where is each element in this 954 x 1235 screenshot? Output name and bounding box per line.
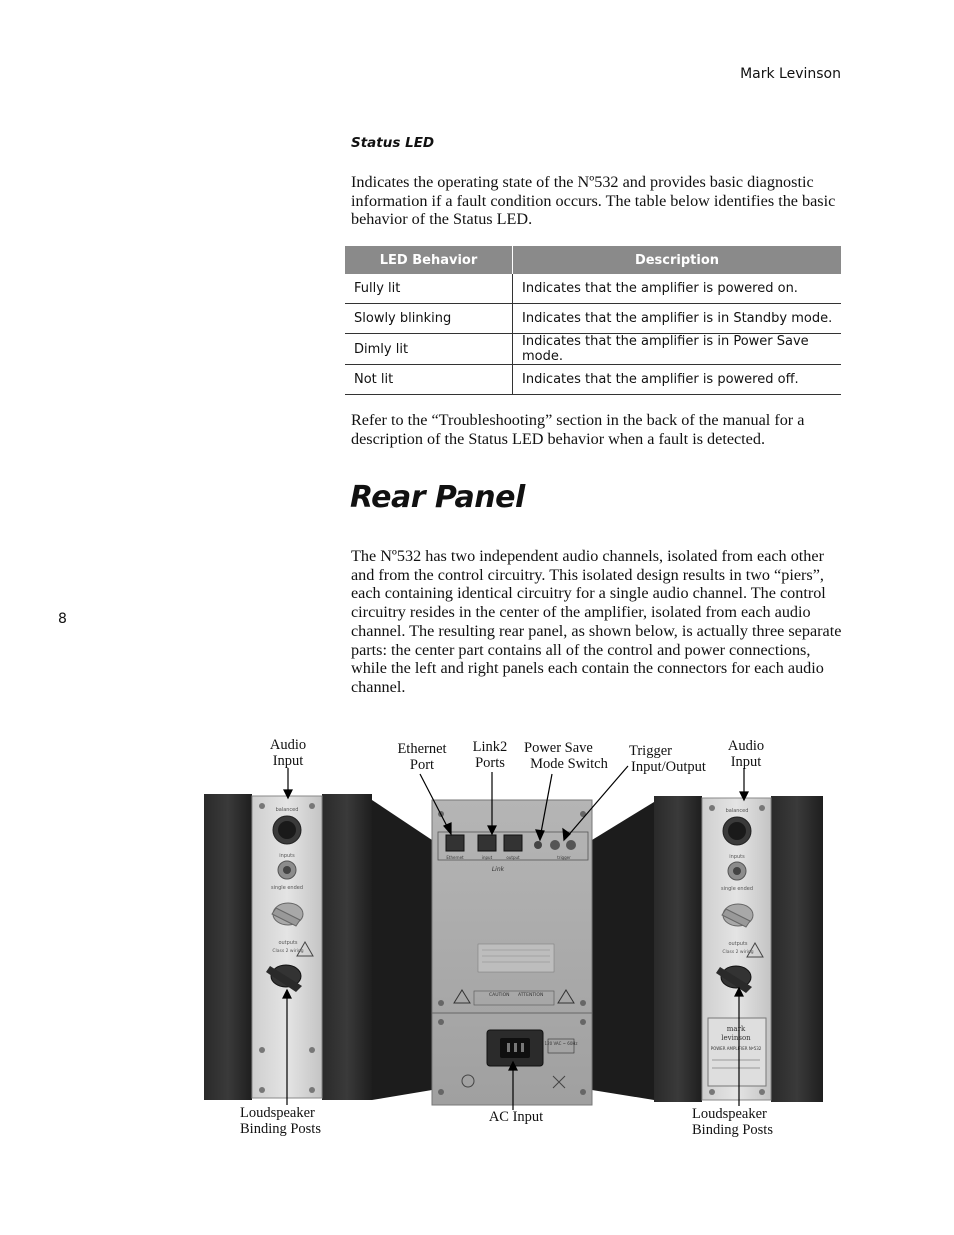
svg-text:outputs: outputs: [278, 940, 298, 946]
page-number: 8: [58, 611, 67, 627]
center-control-plate: [432, 800, 592, 1105]
label-trigger: Trigger Input/Output: [629, 743, 706, 775]
led-behavior-cell: Slowly blinking: [345, 304, 513, 334]
svg-text:single ended: single ended: [270, 885, 304, 891]
label-ethernet-port: Ethernet Port: [397, 741, 447, 773]
status-led-intro: Indicates the operating state of the Nº532 and provides basic diagnostic information if a fault condition occurs. The table below identifies the basic behavior of the Status LED.: [351, 173, 836, 229]
svg-text:Ethernet: Ethernet: [446, 855, 464, 860]
svg-text:trigger: trigger: [557, 855, 571, 860]
svg-text:Class 2 wiring: Class 2 wiring: [722, 950, 754, 955]
link2-output-port: [504, 835, 522, 851]
svg-text:balanced: balanced: [275, 807, 299, 813]
svg-text:POWER AMPLIFIER Nº532: POWER AMPLIFIER Nº532: [710, 1046, 762, 1051]
svg-text:input: input: [481, 855, 493, 860]
rear-panel-title: Rear Panel: [350, 480, 525, 515]
column-header-description: Description: [513, 246, 842, 274]
description-cell: Indicates that the amplifier is powered off.: [513, 365, 842, 395]
trigger-output-jack: [566, 840, 576, 850]
column-header-led-behavior: LED Behavior: [345, 246, 513, 274]
svg-text:output: output: [506, 855, 520, 860]
svg-text:single ended: single ended: [720, 886, 754, 892]
label-loudspeaker-left: Loudspeaker Binding Posts: [240, 1105, 321, 1137]
svg-text:outputs: outputs: [728, 941, 748, 947]
svg-text:CAUTION: CAUTION: [489, 993, 510, 998]
label-link2-ports: Link2 Ports: [472, 739, 508, 771]
svg-text:Class 2 wiring: Class 2 wiring: [272, 949, 304, 954]
svg-text:mark: mark: [726, 1025, 746, 1033]
rear-panel-body: The Nº532 has two independent audio channels, isolated from each other and from the control circuitry. This isolated design results in two “piers”, each containing identical circuitry for a single audio channel. The control circuitry resides in the center of the amplifier, isolated from each audio channel. The resulting rear panel, as shown below, is actually three separate parts: the center part contains all of the control and power connections, while the left and right panels each contain the connectors for each audio channel.: [351, 547, 842, 696]
svg-text:levinson: levinson: [721, 1034, 751, 1042]
link2-input-port: [478, 835, 496, 851]
svg-text:ATTENTION: ATTENTION: [518, 993, 544, 998]
description-cell: Indicates that the amplifier is powered on.: [513, 274, 842, 304]
label-loudspeaker-right: Loudspeaker Binding Posts: [692, 1106, 773, 1138]
label-audio-input-right: Audio Input: [727, 738, 765, 770]
label-power-save-switch: Power Save Mode Switch: [524, 740, 608, 772]
led-behavior-cell: Dimly lit: [345, 334, 513, 365]
svg-text:inputs: inputs: [729, 854, 745, 860]
label-audio-input-left: Audio Input: [269, 737, 307, 769]
right-pier-plate: [702, 798, 771, 1100]
ethernet-port: [446, 835, 464, 851]
description-cell: Indicates that the amplifier is in Standby mode.: [513, 304, 842, 334]
led-behavior-cell: Fully lit: [345, 274, 513, 304]
svg-text:120 VAC ~ 60Hz: 120 VAC ~ 60Hz: [544, 1041, 578, 1046]
power-save-switch: [534, 841, 542, 849]
header-brand: Mark Levinson: [740, 66, 841, 82]
troubleshooting-reference: Refer to the “Troubleshooting” section in the back of the manual for a description of the Status LED behavior when a fault is detected.: [351, 411, 805, 448]
status-led-heading: Status LED: [351, 135, 435, 151]
label-ac-input: AC Input: [488, 1109, 544, 1125]
svg-text:inputs: inputs: [279, 853, 295, 859]
svg-text:balanced: balanced: [725, 808, 749, 814]
description-cell: Indicates that the amplifier is in Power Save mode.: [513, 334, 842, 365]
trigger-input-jack: [550, 840, 560, 850]
svg-text:Link: Link: [491, 866, 505, 873]
led-behavior-cell: Not lit: [345, 365, 513, 395]
